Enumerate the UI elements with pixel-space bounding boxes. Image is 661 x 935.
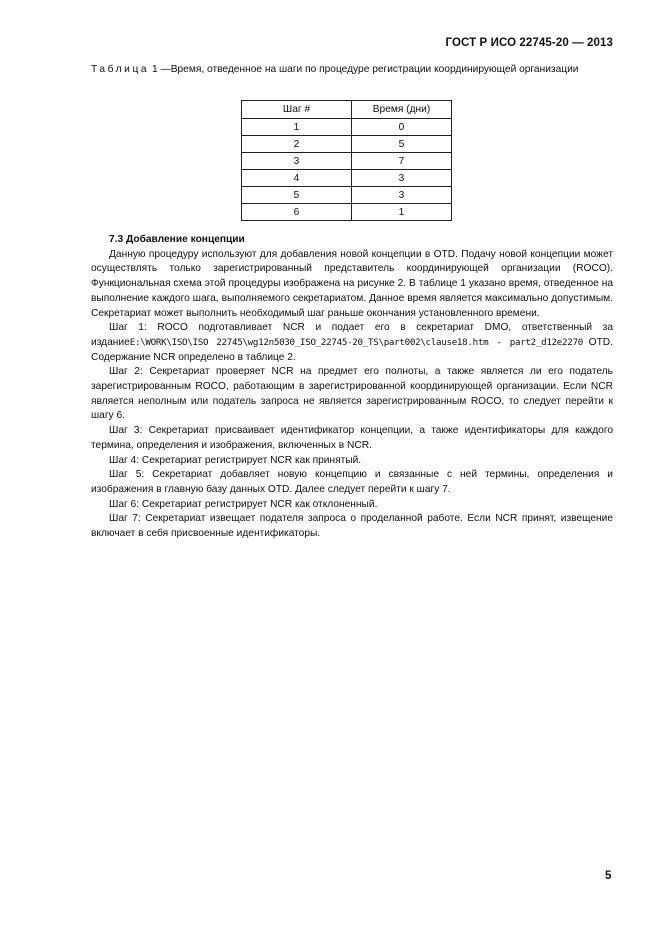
- section-heading: 7.3 Добавление концепции: [109, 234, 245, 245]
- table-cell-step: 1: [242, 119, 352, 136]
- table-cell-step: 2: [242, 136, 352, 153]
- table-row: [242, 136, 452, 153]
- step-5-paragraph: Шаг 5: Секретариат добавляет новую концепцию и связанные с ней термины, определения и изображения в главную базу данных OTD. Далее следует перейти к шагу 7.: [91, 469, 613, 495]
- table-row: [242, 204, 452, 221]
- table-caption-label: Таблица: [91, 64, 150, 75]
- table-header-row: [242, 101, 452, 119]
- table-row: [242, 187, 452, 204]
- column-header-step: Шаг #: [242, 101, 352, 119]
- table-cell-days: 7: [352, 153, 452, 170]
- table-cell-step: 6: [242, 204, 352, 221]
- step-6-paragraph: Шаг 6: Секретариат регистрирует NCR как отклоненный.: [109, 498, 378, 510]
- table-caption: [91, 63, 611, 76]
- table-caption-text: —Время, отведенное на шаги по процедуре регистрации координирующей организации: [160, 64, 579, 75]
- section-7-3: [91, 233, 613, 542]
- step-1-text: Шаг 1: ROCO подготавливает NCR и подает его в секретариат DMO, ответственный за издание: [91, 322, 613, 348]
- table-cell-days: 3: [352, 170, 452, 187]
- table-caption-number: 1: [152, 64, 158, 75]
- step-3-paragraph: Шаг 3: Секретариат присваивает идентификатор концепции, а также идентификаторы для каждого термина, определения и изображения, включенных в NCR.: [91, 425, 613, 451]
- table-cell-step: 3: [242, 153, 352, 170]
- column-header-time: Время (дни): [352, 101, 452, 119]
- table-row: [242, 153, 452, 170]
- page-number: 5: [605, 870, 612, 882]
- table-cell-days: 3: [352, 187, 452, 204]
- steps-time-table: [241, 100, 452, 221]
- table-cell-days: 0: [352, 119, 452, 136]
- step-1-paragraph: [91, 321, 613, 365]
- table-cell-days: 1: [352, 204, 452, 221]
- table-cell-step: 4: [242, 170, 352, 187]
- table-row: [242, 170, 452, 187]
- document-header: ГОСТ Р ИСО 22745-20 — 2013: [445, 37, 613, 49]
- step-7-paragraph: Шаг 7: Секретариат извещает подателя запроса о проделанной работе. Если NCR принят, извещение включает в себя присвоенные идентификаторы.: [91, 513, 613, 540]
- table-cell-days: 5: [352, 136, 452, 153]
- step-1-file-link[interactable]: E:\WORK\ISO\ISO 22745\wg12n5030_ISO_22745-20_TS\part002\clause18.htm - part2_d12e2270: [129, 336, 583, 348]
- step-1-text-end: OTD. Содержание NCR определено в таблице 2.: [91, 336, 613, 363]
- step-4-paragraph: Шаг 4: Секретариат регистрирует NCR как принятый.: [109, 454, 362, 466]
- step-2-paragraph: Шаг 2: Секретариат проверяет NCR на предмет его полноты, а также является ли его податель зарегистрированным ROCO, работающим в зарегистрированной координирующей организации. Если NCR является неполным или податель запроса не является зарегистрированным ROCO, то следует перейти к шагу 6.: [91, 366, 613, 422]
- table-row: [242, 119, 452, 136]
- section-intro-paragraph: Данную процедуру используют для добавления новой концепции в OTD. Подачу новой концепции может осуществлять только зарегистрированный представитель координирующей организации (ROCO). Функциональная схема этой процедуры изображена на рисунке 2. В таблице 1 указано время, отведенное на выполнение каждого шага, выполняемого секретариатом. Данное время является максимально допустимым. Секретариат может выполнить необходимый шаг раньше окончания установленного времени.: [91, 248, 613, 319]
- table-cell-step: 5: [242, 187, 352, 204]
